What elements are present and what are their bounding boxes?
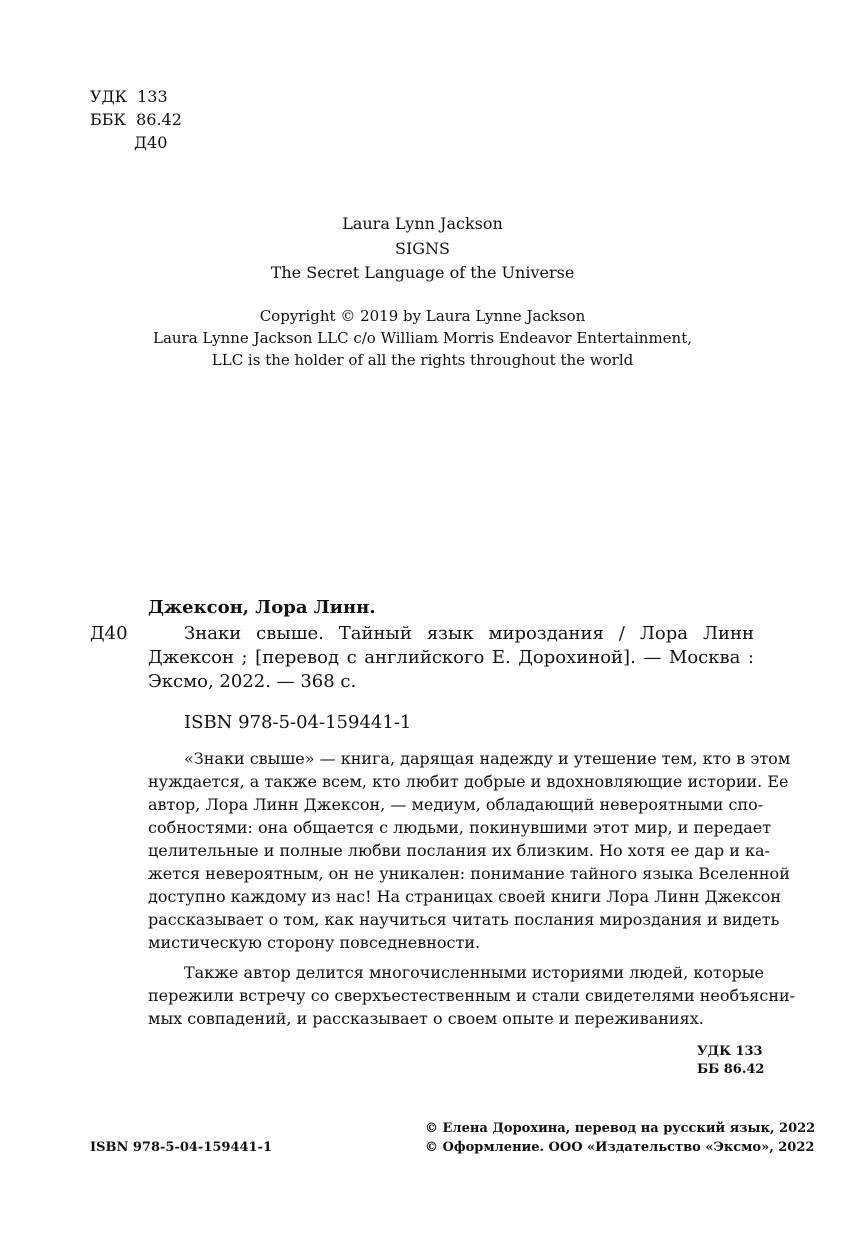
copyright-translation: © Елена Дорохина, перевод на русский язык, 2022 [425, 1121, 816, 1136]
annotation-line: жется невероятным, он не уникален: понимание тайного языка Вселенной [148, 864, 790, 883]
copyright-line: LLC is the holder of all the rights throughout the world [211, 351, 634, 369]
original-subtitle: The Secret Language of the Universe [270, 263, 575, 282]
copyright-block [0, 305, 845, 371]
annotation-line: мистическую сторону повседневности. [148, 933, 481, 952]
annotation-line: целительные и полные любви послания их близким. Но хотя ее дар и ка- [148, 841, 770, 860]
bbk-value: 86.42 [136, 110, 182, 129]
catalog-isbn: ISBN 978-5-04-159441-1 [184, 712, 412, 733]
bottom-udk: УДК 133 [697, 1044, 763, 1059]
catalog-heading: Джексон, Лора Линн. [148, 597, 376, 618]
annotation-line: Также автор делится многочисленными историями людей, которые [184, 963, 764, 982]
catalog-mark: Д40 [90, 623, 128, 644]
annotation-line: мых совпадений, и рассказывает о своем опыте и переживаниях. [148, 1009, 704, 1028]
original-author: Laura Lynn Jackson [342, 214, 503, 233]
annotation-line: рассказывает о том, как научиться читать послания мироздания и видеть [148, 910, 780, 929]
catalog-entry [148, 622, 754, 694]
annotation-paragraph-2 [148, 961, 796, 1030]
original-title: SIGNS [394, 239, 451, 258]
annotation-line: собностями: она общается с людьми, покинувшими этот мир, и передает [148, 818, 772, 837]
footer-isbn: ISBN 978-5-04-159441-1 [90, 1140, 273, 1155]
annotation-line: доступно каждому из нас! На страницах своей книги Лора Линн Джексон [148, 887, 782, 906]
catalog-entry-line: Джексон ; [перевод с английского Е. Дорохиной]. — Москва : [148, 647, 754, 668]
author-mark: Д40 [134, 133, 168, 152]
annotation-line: «Знаки свыше» — книга, дарящая надежду и утешение тем, кто в этом [184, 749, 791, 768]
bbk-label: ББК [90, 110, 126, 129]
catalog-entry-line: Эксмо, 2022. — 368 с. [148, 671, 357, 692]
copyright-design: © Оформление. ООО «Издательство «Эксмо», 2022 [425, 1140, 815, 1155]
udk-label: УДК [90, 87, 127, 106]
bottom-bb: ББ 86.42 [697, 1062, 765, 1077]
annotation-line: нуждается, а также всем, кто любит добрые и вдохновляющие истории. Ее [148, 772, 789, 791]
annotation-paragraph-1 [148, 747, 791, 954]
bbk-line [90, 108, 182, 131]
annotation-line: пережили встречу со сверхъестественным и стали свидетелями необъясни- [148, 986, 796, 1005]
udk-value: 133 [137, 87, 168, 106]
catalog-entry-line: Знаки свыше. Тайный язык мироздания / Лора Линн [184, 623, 754, 644]
copyright-line: Copyright © 2019 by Laura Lynne Jackson [259, 307, 586, 325]
copyright-line: Laura Lynne Jackson LLC c/o William Morris Endeavor Entertainment, [152, 329, 693, 347]
udk-line [90, 85, 168, 108]
annotation-line: автор, Лора Линн Джексон, — медиум, обладающий невероятными спо- [148, 795, 764, 814]
